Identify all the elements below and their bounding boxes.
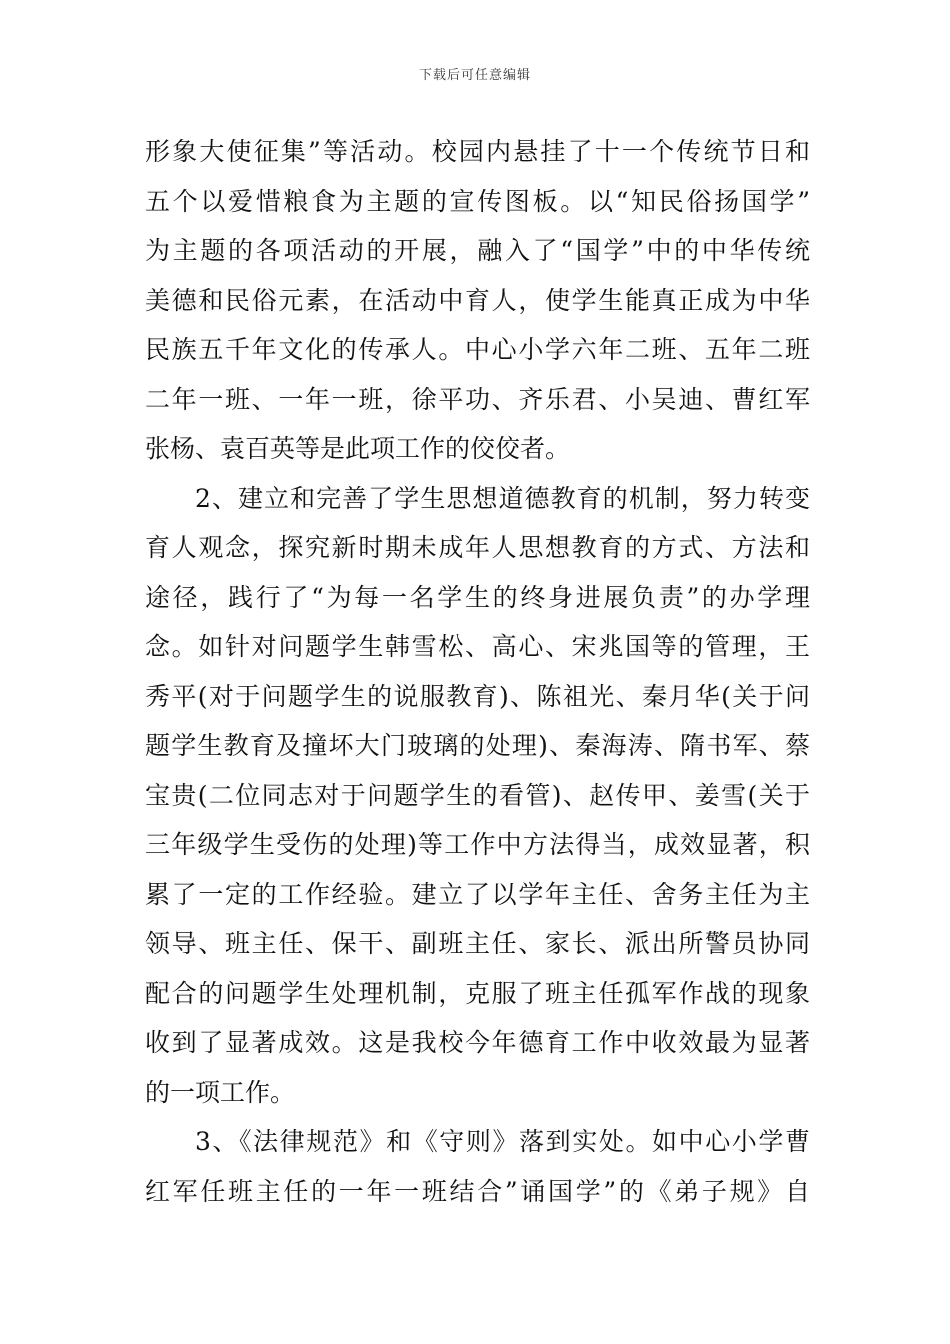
text-line: 的一项工作。 — [145, 1077, 296, 1107]
paragraph-start-line: 3、《法律规范》和《守则》落到实处。如中心小学曹 — [195, 1127, 810, 1156]
text-line: 张杨、袁百英等是此项工作的佼佼者。 — [145, 434, 571, 463]
document-body — [145, 127, 810, 1216]
text-line: 二年一班、一年一班，徐平功、齐乐君、小吴迪、曹红军 — [145, 384, 810, 414]
text-line: 育人观念，探究新时期未成年人思想教育的方式、方法和 — [145, 533, 810, 562]
paragraph-start-line: 2、建立和完善了学生思想道德教育的机制，努力转变 — [195, 483, 810, 513]
text-line: 收到了显著成效。这是我校今年德育工作中收效最为显著 — [145, 1028, 810, 1057]
text-line: 形象大使征集”等活动。校园内悬挂了十一个传统节日和 — [145, 137, 810, 166]
text-line: 三年级学生受伤的处理)等工作中方法得当，成效显著，积 — [145, 830, 810, 859]
text-line: 领导、班主任、保干、副班主任、家长、派出所警员协同 — [145, 929, 810, 958]
text-line: 途径，践行了“为每一名学生的终身进展负责”的办学理 — [145, 582, 810, 612]
text-line: 民族五千年文化的传承人。中心小学六年二班、五年二班 — [145, 335, 810, 364]
text-line: 秀平(对于问题学生的说服教育)、陈祖光、秦月华(关于问 — [145, 681, 810, 711]
page-header: 下载后可任意编辑 — [418, 68, 531, 83]
text-line: 红军任班主任的一年一班结合”诵国学”的《弟子规》自 — [145, 1176, 810, 1206]
text-line: 美德和民俗元素，在活动中育人，使学生能真正成为中华 — [145, 285, 810, 315]
text-line: 题学生教育及撞坏大门玻璃的处理)、秦海涛、隋书军、蔡 — [145, 731, 810, 760]
text-line: 五个以爱惜粮食为主题的宣传图板。以“知民俗扬国学” — [145, 186, 810, 216]
text-line: 配合的问题学生处理机制，克服了班主任孤军作战的现象 — [145, 978, 810, 1008]
text-line: 宝贵(二位同志对于问题学生的看管)、赵传甲、姜雪(关于 — [145, 780, 810, 810]
text-line: 累了一定的工作经验。建立了以学年主任、舍务主任为主 — [145, 879, 810, 909]
text-line: 念。如针对问题学生韩雪松、高心、宋兆国等的管理，王 — [145, 632, 810, 661]
text-line: 为主题的各项活动的开展，融入了“国学”中的中华传统 — [145, 236, 810, 265]
